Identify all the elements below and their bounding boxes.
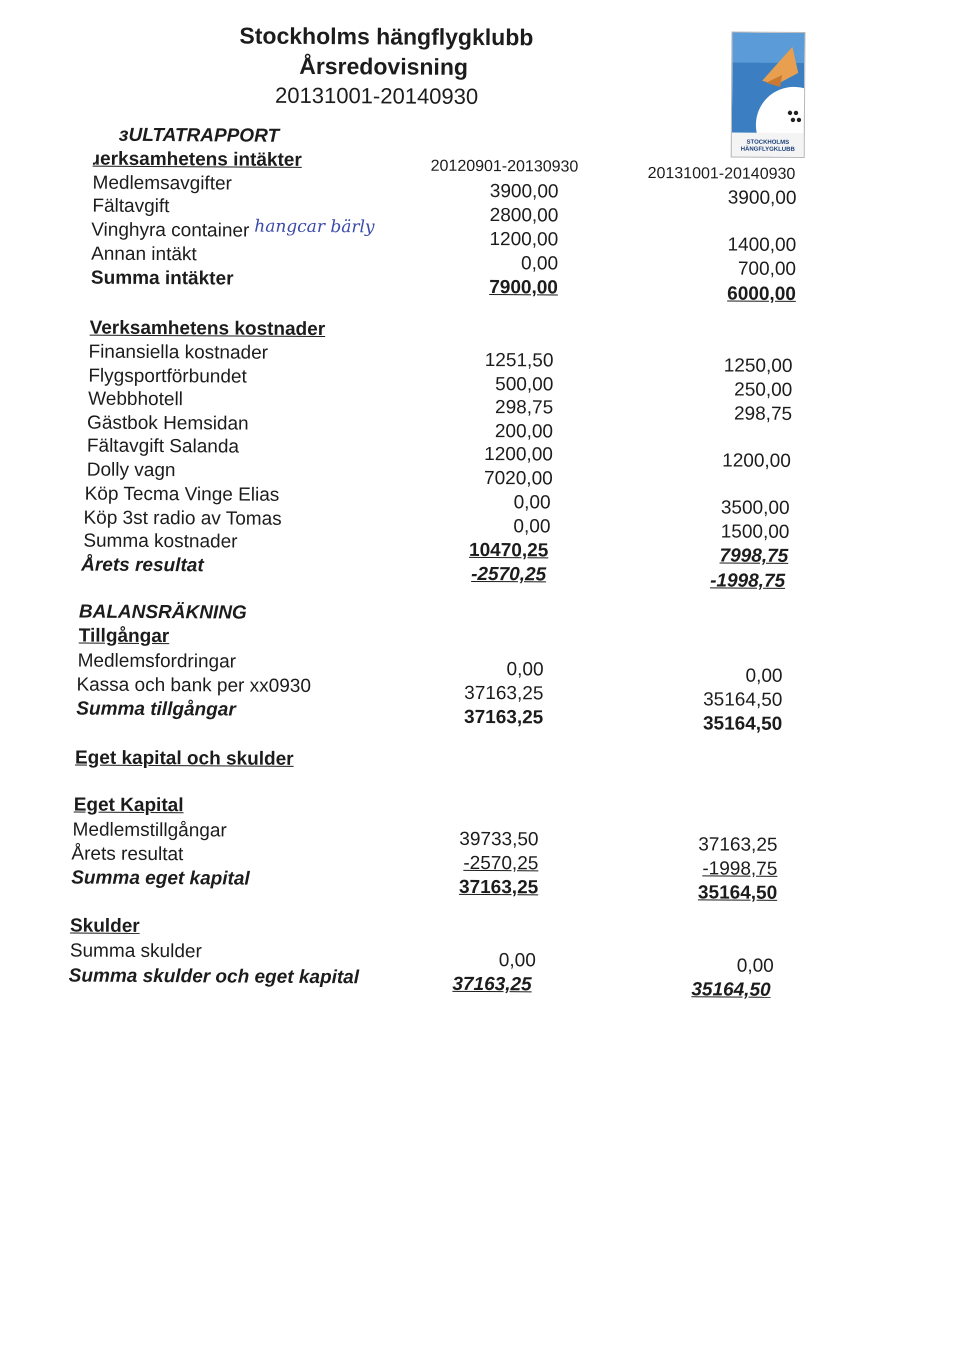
asset-value-curr: 0,00 bbox=[745, 665, 783, 687]
hang-glider-icon bbox=[732, 33, 805, 157]
cost-value-curr: 298,75 bbox=[733, 403, 793, 425]
costs-heading: Verksamhetens kostnader bbox=[89, 317, 326, 341]
income-sum-prev: 7900,00 bbox=[489, 277, 558, 299]
year-result-prev: -2570,25 bbox=[471, 563, 547, 586]
cost-value-prev: 200,00 bbox=[494, 421, 554, 443]
cost-value-prev: 0,00 bbox=[513, 516, 551, 538]
logo-line-2: HÄNGFLYGKLUBB bbox=[740, 146, 795, 153]
income-value-curr: 3900,00 bbox=[727, 187, 797, 209]
liabilities-value-curr: 0,00 bbox=[736, 955, 774, 977]
logo-line-1: STOCKHOLMS bbox=[746, 139, 790, 146]
cost-value-prev: 298,75 bbox=[494, 397, 554, 419]
handwritten-note: hangcar bärly bbox=[254, 216, 375, 238]
equity-value-curr: -1998,75 bbox=[702, 858, 778, 880]
year-result-label: Årets resultat bbox=[81, 554, 204, 577]
cost-value-prev: 1200,00 bbox=[484, 444, 553, 466]
income-value-prev: 0,00 bbox=[521, 253, 559, 275]
column-header-curr: 20131001-20140930 bbox=[647, 165, 796, 183]
asset-sum-curr: 35164,50 bbox=[702, 713, 783, 735]
income-heading: ɹerksamhetens intäkter bbox=[92, 148, 302, 171]
cost-value-curr: 1500,00 bbox=[720, 521, 790, 543]
income-sum-curr: 6000,00 bbox=[727, 283, 796, 305]
liabilities-heading: Skulder bbox=[69, 915, 140, 937]
cost-row-label: Webbhotell bbox=[88, 388, 184, 411]
cost-value-curr: 1250,00 bbox=[723, 355, 793, 377]
club-logo bbox=[731, 32, 806, 158]
cost-sum-curr: 7998,75 bbox=[719, 545, 789, 567]
liabilities-row-label: Summa skulder bbox=[69, 940, 202, 963]
column-header-prev: 20120901-20130930 bbox=[430, 157, 579, 176]
income-sum-label: Summa intäkter bbox=[90, 267, 234, 290]
cost-sum-prev: 10470,25 bbox=[468, 539, 549, 562]
assets-heading: Tillgångar bbox=[78, 625, 170, 648]
income-row-label: Medlemsavgifter bbox=[92, 172, 232, 195]
cost-row-label: Köp Tecma Vinge Elias bbox=[84, 483, 280, 506]
cost-row-label: Flygsportförbundet bbox=[88, 365, 247, 388]
equity-heading: Eget Kapital bbox=[73, 794, 184, 817]
year-result-curr: -1998,75 bbox=[710, 570, 786, 592]
cost-value-prev: 1251,50 bbox=[484, 350, 554, 372]
result-report-heading: ɜULTATRAPPORT bbox=[118, 124, 280, 147]
equity-value-prev: 39733,50 bbox=[459, 828, 539, 851]
cost-value-curr: 3500,00 bbox=[720, 497, 790, 519]
document-title: Årsredovisning bbox=[299, 52, 469, 80]
total-prev: 37163,25 bbox=[452, 973, 532, 996]
total-curr: 35164,50 bbox=[691, 979, 771, 1001]
report-period: 20131001-20140930 bbox=[275, 82, 479, 109]
cost-row-label: Gästbok Hemsidan bbox=[87, 412, 249, 435]
cost-value-prev: 0,00 bbox=[513, 492, 551, 514]
income-value-curr: 700,00 bbox=[737, 258, 797, 280]
balance-heading: BALANSRÄKNING bbox=[78, 601, 247, 624]
equity-liabilities-heading: Eget kapital och skulder bbox=[74, 747, 294, 770]
income-row-label: Annan intäkt bbox=[91, 243, 197, 266]
asset-value-prev: 37163,25 bbox=[464, 682, 544, 705]
income-row-label: Vinghyra container bbox=[91, 219, 250, 242]
income-value-curr: 1400,00 bbox=[727, 234, 797, 256]
cost-row-label: Dolly vagn bbox=[86, 459, 176, 482]
cost-row-label: Finansiella kostnader bbox=[88, 341, 269, 364]
equity-sum-prev: 37163,25 bbox=[458, 876, 539, 899]
asset-value-curr: 35164,50 bbox=[703, 689, 783, 711]
asset-row-label: Medlemsfordringar bbox=[77, 650, 237, 673]
asset-row-label: Kassa och bank per xx0930 bbox=[76, 674, 312, 697]
income-value-prev: 2800,00 bbox=[489, 205, 559, 227]
equity-row-label: Medlemstillgångar bbox=[72, 819, 227, 842]
equity-sum-label: Summa eget kapital bbox=[71, 867, 250, 890]
total-label: Summa skulder och eget kapital bbox=[68, 965, 360, 989]
equity-value-curr: 37163,25 bbox=[698, 834, 778, 856]
cost-value-curr: 1200,00 bbox=[722, 450, 791, 472]
asset-sum-prev: 37163,25 bbox=[463, 706, 544, 729]
asset-value-prev: 0,00 bbox=[506, 659, 544, 681]
liabilities-value-prev: 0,00 bbox=[498, 950, 536, 972]
cost-value-curr: 250,00 bbox=[734, 379, 793, 401]
cost-row-label: Fältavgift Salanda bbox=[86, 435, 240, 458]
cost-value-prev: 7020,00 bbox=[483, 468, 553, 490]
asset-sum-label: Summa tillgångar bbox=[76, 698, 236, 721]
income-row-label: Fältavgift bbox=[92, 195, 170, 218]
equity-sum-curr: 35164,50 bbox=[697, 882, 778, 904]
income-value-prev: 3900,00 bbox=[489, 181, 559, 203]
cost-value-prev: 500,00 bbox=[495, 374, 554, 396]
equity-value-prev: -2570,25 bbox=[463, 852, 539, 875]
income-value-prev: 1200,00 bbox=[489, 229, 559, 251]
logo-caption bbox=[732, 140, 804, 154]
equity-row-label: Årets resultat bbox=[71, 843, 184, 866]
club-name: Stockholms hängflygklubb bbox=[239, 22, 534, 51]
cost-row-label: Köp 3st radio av Tomas bbox=[83, 507, 282, 530]
cost-sum-label: Summa kostnader bbox=[83, 530, 238, 553]
